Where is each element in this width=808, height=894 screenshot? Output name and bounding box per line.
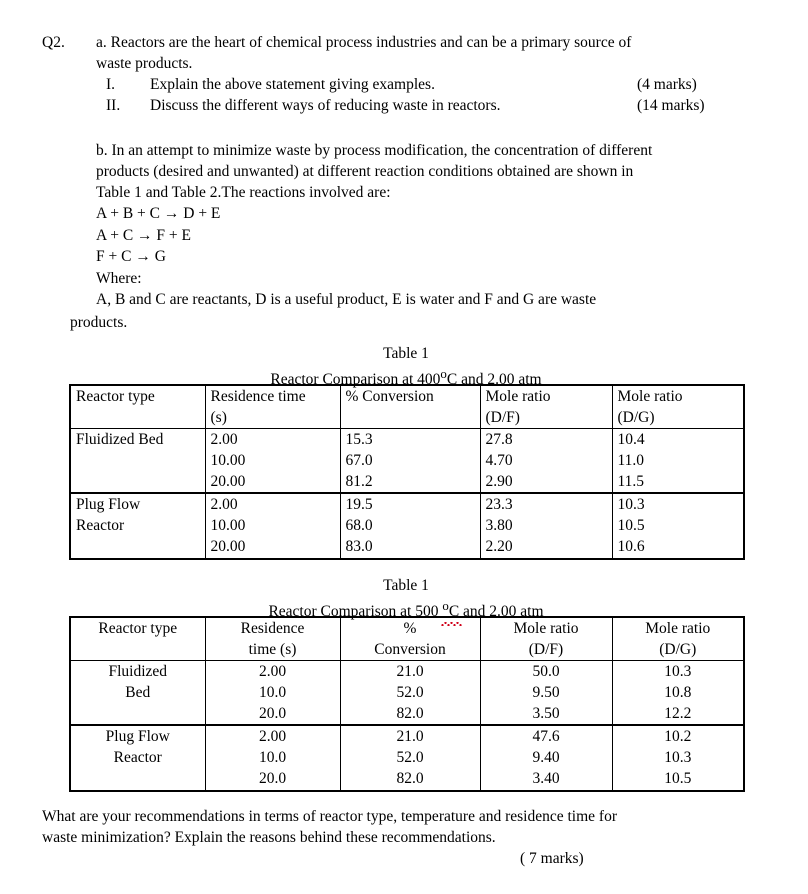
table1-plug-flow-ratio-dg-3: 10.6 [617,538,645,555]
table2-plug-flow-ratio-dg-3: 10.5 [664,770,692,787]
table1-plug-flow-label-line1: Plug Flow [76,496,141,513]
table2-fluidized-bed-conversion [340,661,480,726]
table1-caption-suffix: C and 2.00 atm [446,371,542,389]
table1-fluidized-bed-residence-3: 20.00 [210,473,246,490]
table1-fluidized-bed-conversion-1: 15.3 [345,431,373,448]
table1-header-conversion-line1: % Conversion [345,388,434,405]
species-definition: A, B and C are reactants, D is a useful product, E is water and F and G are waste [96,290,597,308]
table2-fluidized-bed-ratio-df-3: 3.50 [532,705,560,722]
table2-header-mole-ratio-df-line2: (D/F) [528,641,564,658]
table1-header-residence-time-line2: (s) [210,409,227,426]
table2-header-residence-time [205,617,340,661]
part-a-line-1: a. Reactors are the heart of chemical process industries and can be a primary source of [96,34,632,51]
table2-caption-suffix: and 2.00 atm [459,603,544,621]
table1-row-plug-flow-reactor [70,493,744,559]
table1-plug-flow-residence [205,493,340,559]
table1-plug-flow-ratio-df-3: 2.20 [485,538,513,555]
table1-fluidized-bed-residence [205,429,340,494]
table2-fluidized-bed-label [70,661,205,726]
table1-header-mole-ratio-df-line1: Mole ratio [485,388,551,405]
table1-fluidized-bed-ratio-df-1: 27.8 [485,431,513,448]
table2-header-row [70,617,744,661]
table2-plug-flow-conversion-2: 52.0 [396,749,424,766]
table2-fluidized-bed-label-line1: Fluidized [108,663,168,680]
closing-line-1: What are your recommendations in terms of reactor type, temperature and residence time for [42,808,617,825]
sub-item-i-text: Explain the above statement giving examples. [150,76,435,93]
table1-plug-flow-ratio-df [480,493,612,559]
where-label: Where: [96,269,142,287]
table1-plug-flow-conversion [340,493,480,559]
table1-fluidized-bed-label-line1: Fluidized Bed [76,431,164,448]
table1-header-row [70,385,744,429]
table2-plug-flow-label [70,725,205,791]
table1-row-fluidized-bed [70,429,744,494]
table2-header-reactor-type [70,617,205,661]
table2-plug-flow-label-line1: Plug Flow [105,728,170,745]
sub-item-i-numeral: I. [106,76,116,93]
table1-fluidized-bed-ratio-df [480,429,612,494]
table2-fluidized-bed-residence-2: 10.0 [258,684,287,701]
sub-item-ii-numeral: II. [106,97,121,114]
table1-fluidized-bed-label [70,429,205,494]
table1-plug-flow-ratio-dg-1: 10.3 [617,496,645,513]
table2-row-plug-flow-reactor [70,725,744,791]
question-label: Q2. [42,34,65,51]
table2-plug-flow-residence-2: 10.0 [258,749,287,766]
table1-caption-title: Table 1 [383,345,429,362]
table2-plug-flow-ratio-df-2: 9.40 [532,749,560,766]
part-b-line-3: Table 1 and Table 2.The reactions involved are: [96,184,391,201]
table2-plug-flow-residence-3: 20.0 [258,770,287,787]
part-a-sub-list [96,74,762,116]
table1-reactor-comparison-400c [69,384,745,560]
table2-plug-flow-label-line2: Reactor [113,749,162,766]
table1-plug-flow-ratio-dg-2: 10.5 [617,517,645,534]
closing-question [42,806,748,848]
table1-fluidized-bed-ratio-dg-2: 11.0 [617,452,645,469]
table1-header-residence-time [205,385,340,429]
table2-header-residence-time-line1: Residence [240,620,305,637]
table2-fluidized-bed-conversion-3: 82.0 [396,705,424,722]
table1-header-conversion [340,385,480,429]
degree-symbol-table1: o [440,366,447,381]
table2-fluidized-bed-conversion-2: 52.0 [396,684,424,701]
table1-plug-flow-residence-3: 20.00 [210,538,246,555]
table1-fluidized-bed-ratio-dg [612,429,744,494]
table1-header-reactor-type-line1: Reactor type [76,388,155,405]
table1-fluidized-bed-ratio-df-2: 4.70 [485,452,513,469]
table1-fluidized-bed-conversion [340,429,480,494]
table2-header-mole-ratio-dg [612,617,744,661]
sub-item-i [96,74,762,95]
species-definition-continued: products. [70,314,128,331]
table2-row-fluidized-bed [70,661,744,726]
table2-fluidized-bed-conversion-1: 21.0 [396,663,424,680]
table1-fluidized-bed-residence-2: 10.00 [210,452,246,469]
table2-header-reactor-type-line1: Reactor type [98,620,178,637]
table1-caption-prefix: Reactor Comparison at 400 [270,371,441,389]
part-b-line-1: b. In an attempt to minimize waste by process modification, the concentration of different [96,142,653,159]
degree-symbol-table2: o [442,598,449,613]
sub-item-ii-text: Discuss the different ways of reducing waste in reactors. [150,97,501,114]
part-a-line-2: waste products. [96,55,193,72]
table2-caption-degree-letter: C [448,603,460,621]
table1-fluidized-bed-conversion-2: 67.0 [345,452,373,469]
sub-item-ii-marks: (14 marks) [637,97,705,114]
closing-line-2: waste minimization? Explain the reasons behind these recommendations. [42,829,496,846]
table2-fluidized-bed-ratio-dg-1: 10.3 [664,663,692,680]
table1-header-mole-ratio-df-line2: (D/F) [485,409,520,426]
question-body [96,32,762,116]
table1-plug-flow-conversion-2: 68.0 [345,517,373,534]
table2-plug-flow-conversion [340,725,480,791]
table2-header-residence-time-line2: time (s) [248,641,297,658]
table1-plug-flow-ratio-df-2: 3.80 [485,517,513,534]
table2-fluidized-bed-ratio-df [480,661,612,726]
table1-fluidized-bed-conversion-3: 81.2 [345,473,373,490]
table2-plug-flow-conversion-3: 82.0 [396,770,424,787]
table1-plug-flow-residence-2: 10.00 [210,517,246,534]
table1-header-mole-ratio-dg-line1: Mole ratio [617,388,683,405]
table2-reactor-comparison-500c [69,616,745,792]
table2-fluidized-bed-ratio-dg [612,661,744,726]
table1-header-mole-ratio-dg [612,385,744,429]
table2-plug-flow-ratio-dg-1: 10.2 [664,728,692,745]
table1-header-mole-ratio-df [480,385,612,429]
table2-header-conversion [340,617,480,661]
table1-plug-flow-residence-1: 2.00 [210,496,238,513]
table1-plug-flow-ratio-df-1: 23.3 [485,496,513,513]
table2-caption-title: Table 1 [383,577,429,594]
table2-header-mole-ratio-df-line1: Mole ratio [513,620,579,637]
table2-plug-flow-residence-1: 2.00 [258,728,287,745]
table1-header-residence-time-line1: Residence time [210,388,306,405]
closing-marks: ( 7 marks) [520,850,584,867]
table2-plug-flow-ratio-df [480,725,612,791]
sub-item-ii [96,95,762,116]
table1-header-reactor-type [70,385,205,429]
table2-fluidized-bed-residence-1: 2.00 [258,663,287,680]
table1-plug-flow-conversion-1: 19.5 [345,496,373,513]
table2-fluidized-bed-residence-3: 20.0 [258,705,287,722]
table2-fluidized-bed-ratio-df-1: 50.0 [532,663,560,680]
table2-fluidized-bed-residence [205,661,340,726]
table2-fluidized-bed-ratio-dg-3: 12.2 [664,705,692,722]
table2-plug-flow-ratio-dg-2: 10.3 [664,749,692,766]
table2-header-mole-ratio-df [480,617,612,661]
table1-fluidized-bed-ratio-dg-1: 10.4 [617,431,645,448]
table2-fluidized-bed-ratio-dg-2: 10.8 [664,684,692,701]
part-b-block [70,140,744,331]
table2-header-mole-ratio-dg-line2: (D/G) [659,641,697,658]
table2-plug-flow-conversion-1: 21.0 [396,728,424,745]
table2-header-mole-ratio-dg-line1: Mole ratio [645,620,711,637]
table1-header-mole-ratio-dg-line2: (D/G) [617,409,655,426]
table1-fluidized-bed-ratio-df-3: 2.90 [485,473,513,490]
reaction-equation-1: A + B + C → D + E [96,205,221,222]
table2-plug-flow-ratio-df-1: 47.6 [532,728,560,745]
table2-header-conversion-line1: % [403,620,417,637]
table1-plug-flow-conversion-3: 83.0 [345,538,373,555]
table2-caption-prefix: Reactor Comparison at 500 [268,603,443,621]
table2-plug-flow-ratio-df-3: 3.40 [532,770,560,787]
part-b-line-2: products (desired and unwanted) at different reaction conditions obtained are shown in [96,163,634,180]
table2-fluidized-bed-label-line2: Bed [125,684,151,701]
table2-plug-flow-residence [205,725,340,791]
table1-plug-flow-ratio-dg [612,493,744,559]
question-block [42,32,762,116]
table1-fluidized-bed-residence-1: 2.00 [210,431,238,448]
table1-plug-flow-label-line2: Reactor [76,517,125,534]
reaction-equation-3: F + C → G [96,248,166,265]
table1-plug-flow-label [70,493,205,559]
table2-plug-flow-ratio-dg [612,725,744,791]
reaction-equation-2: A + C → F + E [96,226,191,244]
table2-fluidized-bed-ratio-df-2: 9.50 [532,684,560,701]
sub-item-i-marks: (4 marks) [637,76,697,93]
table2-header-conversion-line2: Conversion [374,641,446,658]
table1-fluidized-bed-ratio-dg-3: 11.5 [617,473,645,490]
